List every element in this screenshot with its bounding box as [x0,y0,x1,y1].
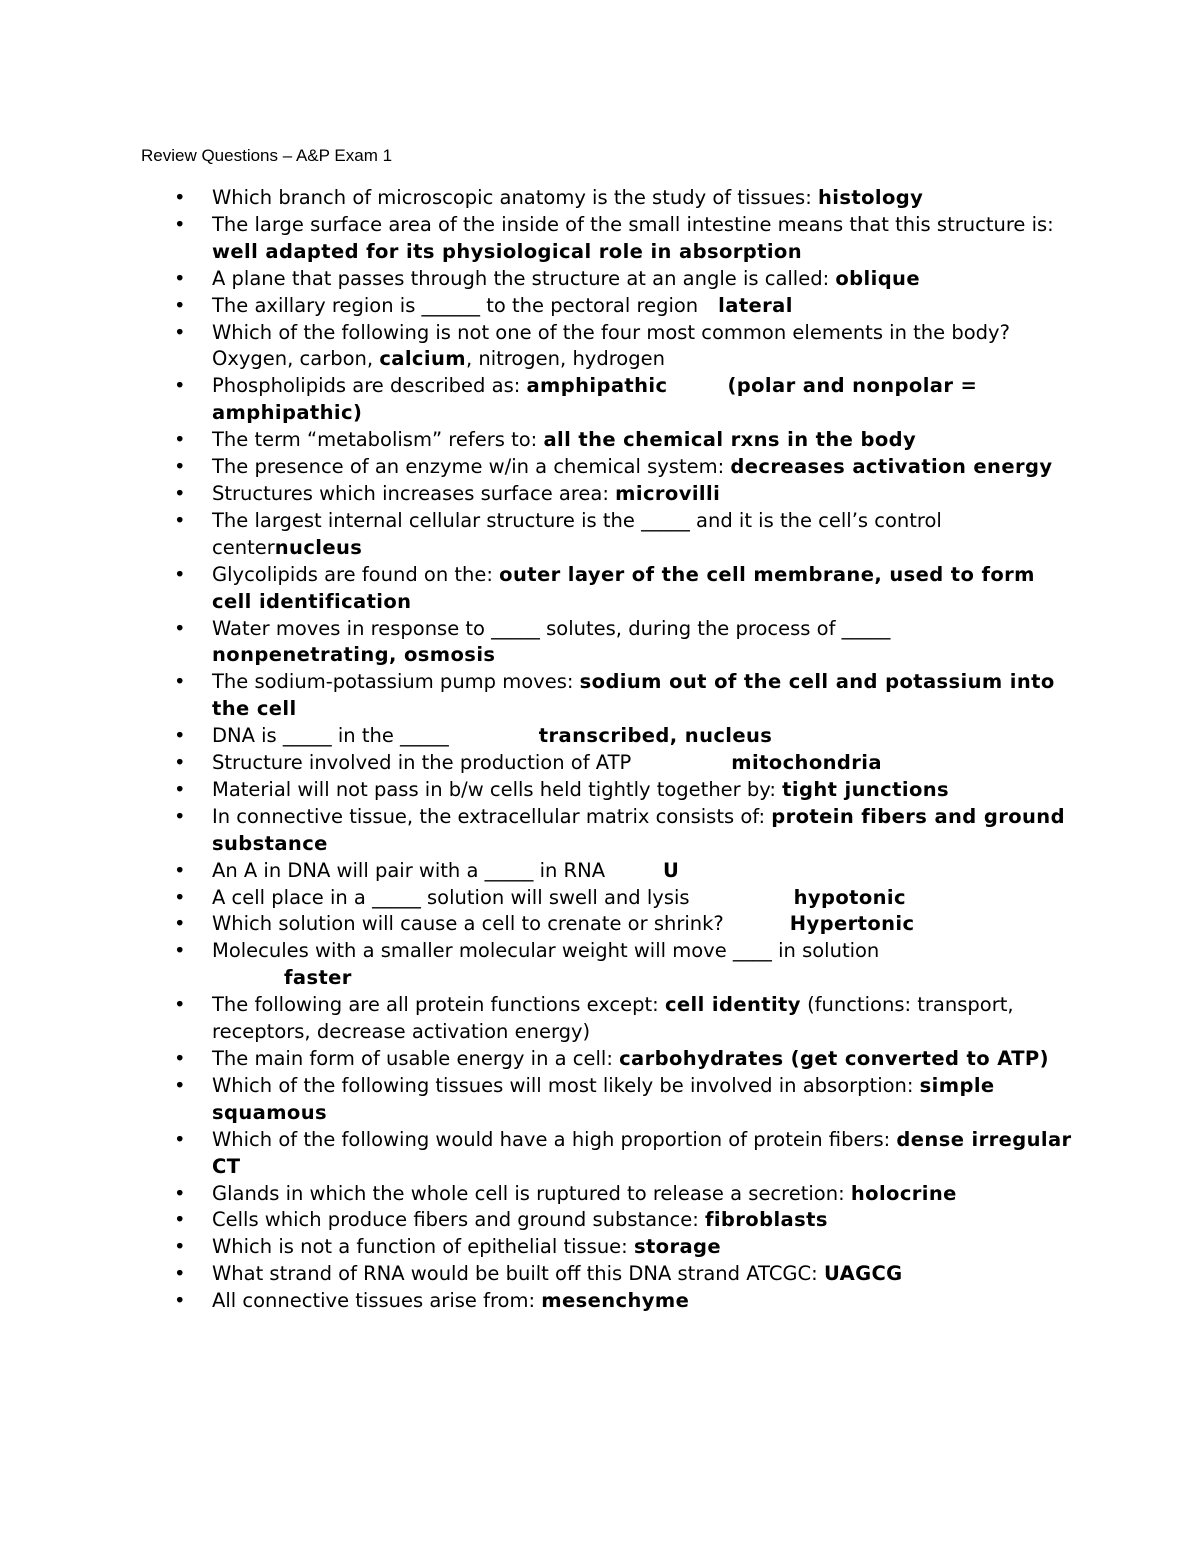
bullet: • [174,320,186,344]
question-text: Structure involved in the production of ATP [212,751,632,775]
list-item [0,562,1072,616]
answer-text: microvilli [615,481,721,505]
list-item [0,212,1072,266]
bullet: • [174,1047,186,1070]
list-item [0,723,1072,750]
answer-text: fibroblasts [704,1208,828,1232]
bullet: • [174,266,186,290]
list-item [0,1288,1072,1315]
answer-text: hypotonic [793,885,906,909]
question-text: The large surface area of the inside of the small intestine means that this structure is: [212,212,1054,236]
answer-text: transcribed, nucleus [538,724,773,748]
bullet: • [174,616,186,640]
answer-text: decreases activation energy [730,455,1053,479]
question-text: In connective tissue, the extracellular matrix consists of: [212,804,772,828]
answer-text: faster [284,966,352,990]
question-text: Structures which increases surface area: [212,481,616,505]
bullet: • [174,508,186,532]
bullet: • [174,912,186,936]
question-text: Molecules with a smaller molecular weight will move ____ in solution [212,939,880,963]
bullet: • [174,481,186,505]
answer-text: oblique [835,266,920,290]
question-text: All connective tissues arise from: [212,1289,542,1313]
bullet: • [174,1262,186,1286]
question-text: Water moves in response to _____ solutes, during the process of _____ [212,616,891,640]
bullet: • [174,562,186,586]
answer-text: carbohydrates (get converted to ATP) [619,1047,1049,1070]
bullet: • [174,724,186,748]
answer-text: calcium [379,347,466,371]
bullet: • [174,186,186,209]
question-text: DNA is _____ in the _____ [212,724,449,748]
question-text-continued: (functions: transport, receptors, decrease activation energy) [212,993,1014,1044]
list-item [0,1261,1072,1288]
question-text: The main form of usable energy in a cell: [212,1047,620,1070]
list-item [0,938,1072,992]
list-item [0,293,1072,320]
answer-text: lateral [718,293,793,317]
bullet: • [174,455,186,479]
list-item [0,1046,1072,1073]
bullet: • [174,1208,186,1232]
answer-text: Hypertonic [789,912,915,936]
bullet: • [174,1235,186,1259]
bullet: • [174,858,186,882]
bullet: • [174,293,186,317]
list-item [0,508,1072,562]
bullet: • [174,1289,186,1313]
list-item [0,616,1072,670]
answer-text: holocrine [850,1181,957,1205]
question-text: Which is not a function of epithelial tissue: [212,1235,634,1259]
answer-text: histology [817,186,924,209]
answer-text: mitochondria [731,751,882,775]
list-item [0,427,1072,454]
question-text: Material will not pass in b/w cells held tightly together by: [212,777,783,801]
list-item [0,373,1072,427]
answer-note: (polar and nonpolar = amphipathic) [212,374,978,425]
answer-text: nucleus [274,535,363,559]
list-item [0,804,1072,858]
question-text: The presence of an enzyme w/in a chemical system: [212,455,731,479]
bullet: • [174,374,186,398]
answer-text: storage [633,1235,722,1259]
list-item [0,750,1072,777]
answer-text: protein fibers and ground substance [212,804,1065,855]
bullet: • [174,1181,186,1205]
bullet: • [174,993,186,1017]
question-text: Which of the following tissues will most likely be involved in absorption: [212,1073,920,1097]
bullet: • [174,804,186,828]
bullet: • [174,212,186,236]
answer-text: mesenchyme [541,1289,690,1313]
question-text: The sodium-potassium pump moves: [212,670,580,694]
answer-text: UAGCG [823,1262,903,1286]
question-text: Which of the following is not one of the four most common elements in the body? Oxygen, carbon, [212,320,1010,371]
list-item [0,266,1072,293]
list-item [0,992,1072,1046]
question-text: An A in DNA will pair with a _____ in RNA [212,858,606,882]
list-item [0,185,1072,212]
list-item [0,1127,1072,1181]
list-item [0,1207,1072,1234]
answer-text: simple squamous [212,1073,995,1124]
list-item [0,454,1072,481]
list-item [0,481,1072,508]
question-text: A cell place in a _____ solution will swell and lysis [212,885,690,909]
question-text: The term “metabolism” refers to: [212,428,544,452]
answer-text: outer layer of the cell membrane, used to form cell identification [212,562,1035,613]
list-item [0,1073,1072,1127]
bullet: • [174,1127,186,1151]
question-text: Which of the following would have a high proportion of protein fibers: [212,1127,897,1151]
question-text: The largest internal cellular structure is the _____ and it is the cell’s control center [212,508,942,559]
question-text: What strand of RNA would be built off this DNA strand ATCGC: [212,1262,824,1286]
list-item [0,1181,1072,1208]
bullet: • [174,885,186,909]
bullet: • [174,939,186,963]
question-text: A plane that passes through the structure at an angle is called: [212,266,836,290]
question-text: The axillary region is ______ to the pectoral region [212,293,699,317]
bullet: • [174,751,186,775]
list-item [0,320,1072,374]
answer-text: all the chemical rxns in the body [543,428,917,452]
list-item [0,858,1072,885]
list-item [0,669,1072,723]
question-text: Which branch of microscopic anatomy is the study of tissues: [212,186,818,209]
bullet: • [174,1073,186,1097]
answer-text: tight junctions [782,777,950,801]
answer-text: U [663,858,680,882]
bullet: • [174,670,186,694]
question-text-continued: , nitrogen, hydrogen [465,347,665,371]
list-item [0,885,1072,912]
list-item [0,911,1072,938]
bullet: • [174,428,186,452]
answer-text: sodium out of the cell and potassium into the cell [212,670,1055,721]
answer-text: dense irregular CT [212,1127,1072,1178]
question-text: Which solution will cause a cell to crenate or shrink? [212,912,724,936]
answer-text: amphipathic [526,374,668,398]
bullet: • [174,777,186,801]
answer-text: well adapted for its physiological role in absorption [212,239,803,263]
answer-text: cell identity [664,993,801,1017]
question-text: Phospholipids are described as: [212,374,527,398]
list-item [0,1234,1072,1261]
question-text: Glands in which the whole cell is ruptured to release a secretion: [212,1181,851,1205]
question-text: Cells which produce fibers and ground substance: [212,1208,705,1232]
document-title: Review Questions – A&P Exam 1 [141,146,393,165]
answer-text: nonpenetrating, osmosis [212,643,496,667]
question-text: The following are all protein functions except: [212,993,665,1017]
question-list [0,185,1200,1315]
list-item [0,777,1072,804]
question-text: Glycolipids are found on the: [212,562,500,586]
